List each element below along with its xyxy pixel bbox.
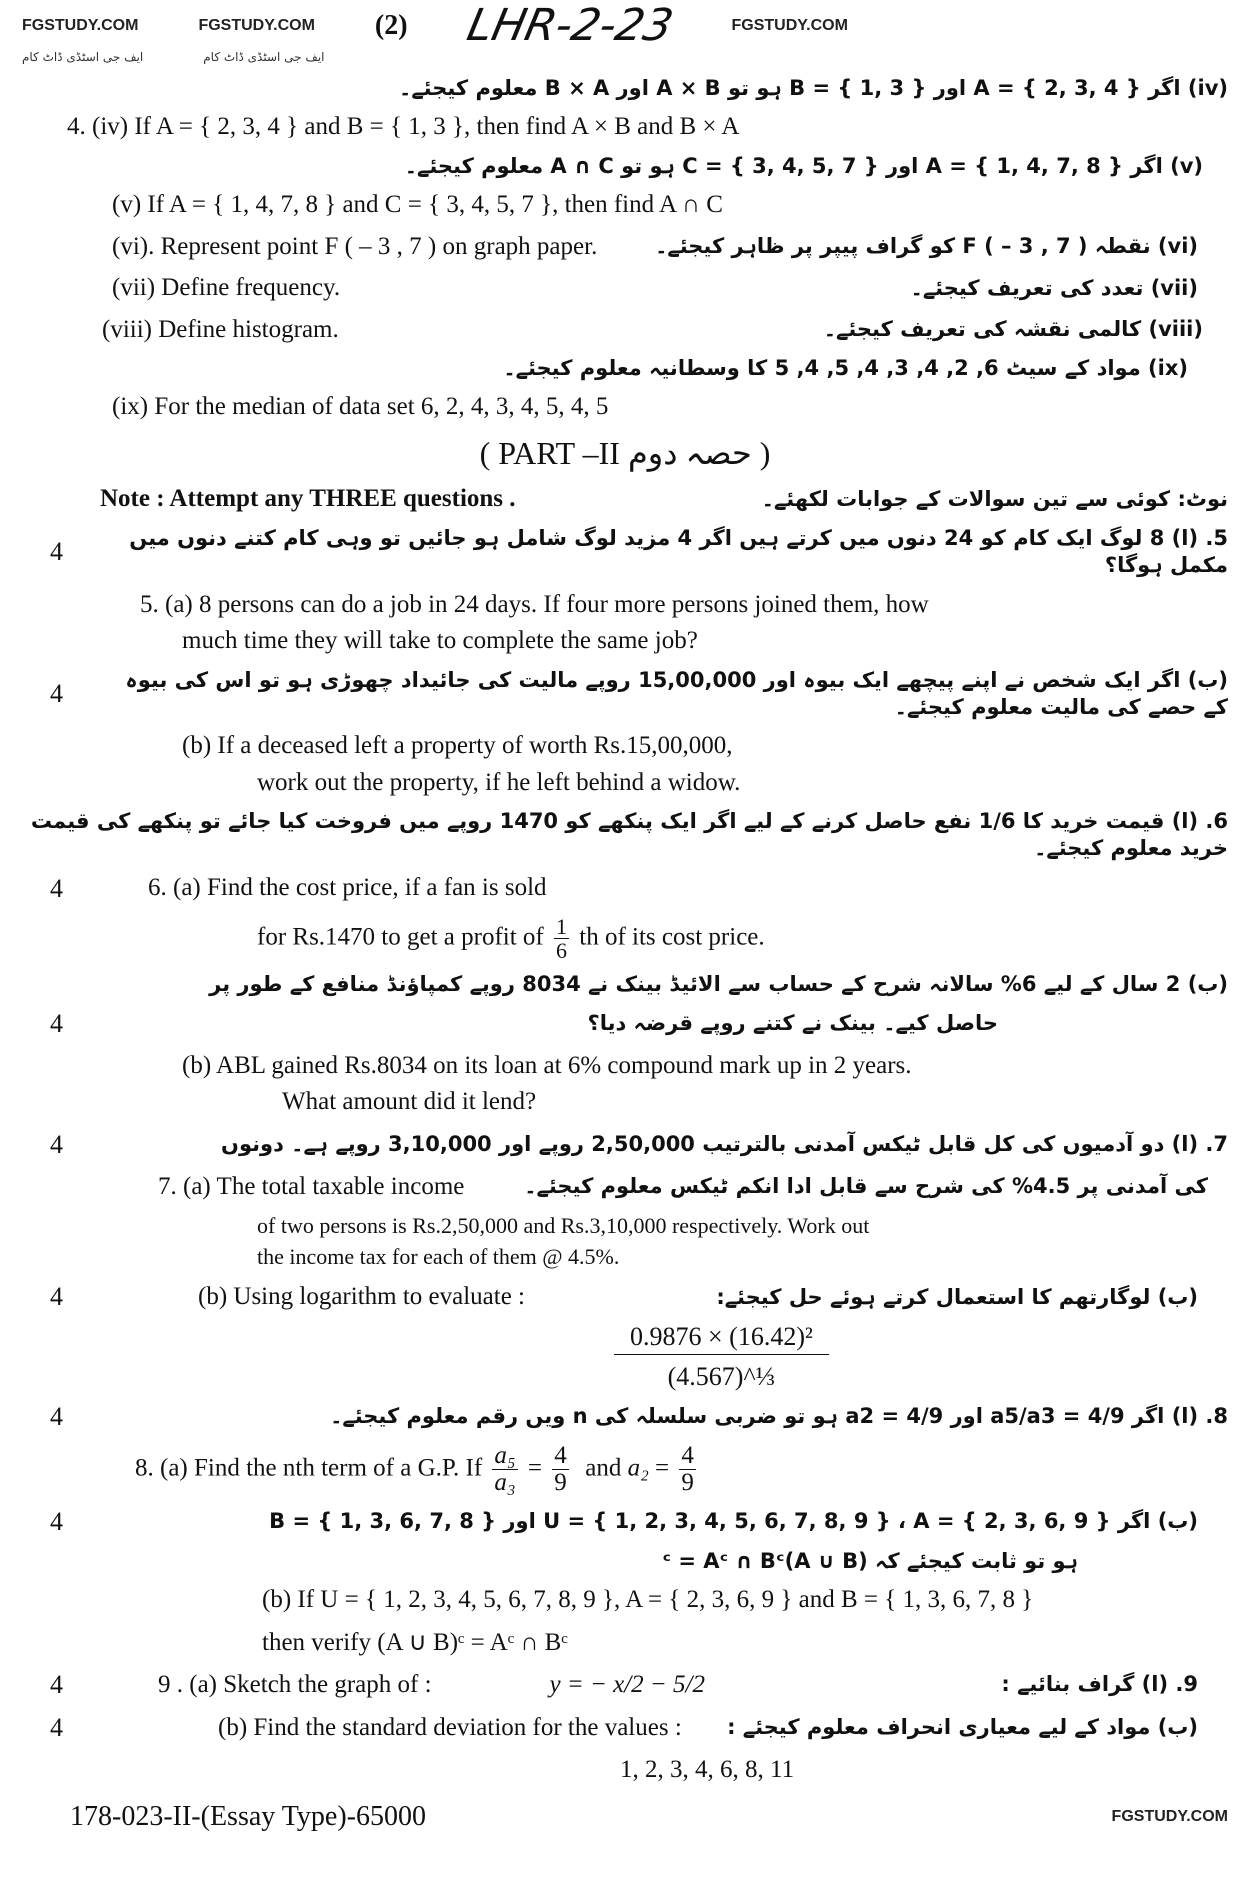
q6-b-english-block [22,1050,1228,1119]
q7-a-row-2 [22,1171,1228,1204]
q5-b-urdu-row [22,667,1228,722]
watermark: FGSTUDY.COM [731,16,848,34]
watermark: FGSTUDY.COM [1111,1807,1228,1825]
q8-b-urdu-1: (ب) اگر U = { 1, 2, 3, 4, 5, 6, 7, 8, 9 } ، A = { 2, 3, 6, 9 } اور B = { 1, 3, 6, 7, 8 } [269,1509,1198,1534]
numerator: 4 [681,1441,694,1469]
q9-a-english: 9 . (a) Sketch the graph of : [158,1670,432,1698]
q4-v-urdu-row [22,153,1228,180]
part-ii-heading: ( PART –II حصہ دوم ) [479,434,771,471]
q6-text: for Rs.1470 to get a profit of [257,922,544,950]
q6-b-urdu-2: حاصل کیے۔ بینک نے کتنے روپے قرضہ دیا؟ [587,1011,998,1036]
q4-v-english: (v) If A = { 1, 4, 7, 8 } and C = { 3, 4, 5, 7 }, then find A ∩ C [112,191,723,219]
watermark-urdu: ایف جی اسٹڈی ڈاٹ کام [203,50,325,65]
q6-b-english-1: (b) ABL gained Rs.8034 on its loan at 6% compound mark up in 2 years. [182,1051,912,1079]
q6-b-urdu-row-1 [22,971,1228,998]
numerator: a₅ [494,1441,516,1469]
q8-b-english-1: (b) If U = { 1, 2, 3, 4, 5, 6, 7, 8, 9 }, A = { 2, 3, 6, 9 } and B = { 1, 3, 6, 7, 8 } [262,1586,1034,1614]
watermark-row [22,50,1228,66]
q4-viii-row [22,314,1228,347]
q7-a-urdu-2: کی آمدنی پر 4.5% کی شرح سے قابل ادا انکم ٹیکس معلوم کیجئے۔ [524,1174,1208,1199]
q4-ix-english-row [22,391,1228,424]
a5-over-a3 [492,1443,517,1497]
q8-a-urdu: 8. (ا) اگر a5/a3 = 4/9 اور a2 = 4/9 ہو تو ضربی سلسلہ کی n ویں رقم معلوم کیجئے۔ [330,1403,1228,1428]
q7-a-urdu-1: 7. (ا) دو آدمیوں کی کل قابل ٹیکس آمدنی بالترتیب 2,50,000 روپے اور 3,10,000 روپے ہے۔ دونوں [221,1132,1228,1157]
q8-b-urdu-2: ہو تو ثابت کیجئے کہ (A ∪ B)ᶜ = Aᶜ ∩ Bᶜ [662,1548,1078,1573]
q4-v-urdu: (v) اگر A = { 1, 4, 7, 8 } اور C = { 3, 4, 5, 7 } ہو تو A ∩ C معلوم کیجئے۔ [404,153,1203,178]
q5-a-english-2: much time they will take to complete the same job? [182,627,698,655]
marks: 4 [50,1507,63,1536]
marks: 4 [50,678,63,708]
q9-values-row [22,1754,1228,1787]
q5-a-urdu: 5. (ا) 8 لوگ ایک کام کو 24 دنوں میں کرتے ہیں اگر 4 مزید لوگ شامل ہو جائیں تو وہی کام کتنے دنوں میں مکمل ہوگا؟ [129,525,1228,578]
q7-b-row [22,1280,1228,1314]
denominator: 9 [554,1468,567,1496]
q6-a-english-1: 6. (a) Find the cost price, if a fan is sold [148,874,547,902]
denominator: a₃ [494,1468,516,1496]
marks: 4 [50,1712,63,1742]
q7-b-urdu: (ب) لوگارتھم کا استعمال کرتے ہوئے حل کیجئے: [716,1284,1198,1309]
q7-log-expression [22,1323,1228,1391]
marks: 4 [50,873,63,903]
q4-viii-english: (viii) Define histogram. [102,315,339,343]
marks: 4 [50,1129,63,1159]
q8-a-english: 8. (a) Find the nth term of a G.P. If $\frac{\text{a₅}}{\text{a₃}}$ = $\frac{4}{9}$ and a₂ = $\frac{4}{9}$ [135,1441,694,1496]
paper-code-footer: 178-023-II-(Essay Type)-65000 [70,1801,426,1833]
q9-b-row [22,1711,1228,1745]
q4-iv-english-row [22,111,1228,144]
q4-v-english-row [22,189,1228,222]
marks: 4 [50,1401,63,1431]
q5-a-english-block [22,589,1228,658]
numerator: 1 [556,913,568,939]
q6-b-english-2: What amount did it lend? [282,1088,537,1116]
q7-a-english-block [22,1212,1228,1271]
q6-a-english-2 [22,915,765,962]
q4-iv-urdu: (iv) اگر A = { 2, 3, 4 } اور B = { 1, 3 } ہو تو A × B اور B × A معلوم کیجئے۔ [399,75,1228,100]
fraction-one-sixth [554,915,569,962]
q8-text: 8. (a) Find the nth term of a G.P. If [135,1453,483,1481]
marks: 4 [50,1009,63,1039]
q7-a-english-2: of two persons is Rs.2,50,000 and Rs.3,10,000 respectively. Work out [257,1213,870,1239]
q6-a-english-row-1 [22,872,1228,906]
q5-a-urdu-row [22,525,1228,580]
log-fraction [614,1323,829,1391]
marks: 4 [50,1282,63,1312]
q4-vi-urdu: (vi) نقطہ F ( – 3 , 7 ) کو گراف پیپر پر ظاہر کیجئے۔ [655,234,1198,259]
numerator: 4 [554,1441,567,1469]
footer-row [22,1799,1228,1835]
q6-a-english-row-2 [22,915,1228,962]
q6-b-urdu-row-2 [22,1007,1228,1041]
q4-vi-row [22,231,1228,264]
handwritten-code: LHR-2-23 [462,0,678,51]
q4-viii-urdu: (viii) کالمی نقشہ کی تعریف کیجئے۔ [823,317,1203,342]
q4-iv-urdu-row [22,75,1228,102]
q4-ix-english: (ix) For the median of data set 6, 2, 4, 3, 4, 5, 4, 5 [112,393,609,421]
q4-ix-urdu-row [22,355,1228,382]
q6-a-urdu: 6. (ا) قیمت خرید کا 1/6 نفع حاصل کرنے کے لیے اگر ایک پنکھے کو 1470 روپے میں فروخت کیا جائے تو پنکھے کی قیمت خرید معلوم کیجئے۔ [30,809,1228,861]
q4-vii-row [22,272,1228,305]
q9-b-urdu: (ب) مواد کے لیے معیاری انحراف معلوم کیجئے : [727,1715,1198,1740]
q6-b-urdu-1: (ب) 2 سال کے لیے 6% سالانہ شرح کے حساب سے الائیڈ بینک نے 8034 روپے کمپاؤنڈ منافع کے طور پر [209,971,1228,996]
q5-b-urdu: (ب) اگر ایک شخص نے اپنے پیچھے ایک بیوہ اور 15,00,000 روپے مالیت کی جائیداد چھوڑی ہو تو اس کی بیوہ کے حصے کی مالیت معلوم کیجئے۔ [125,667,1228,719]
q8-a-urdu-row [22,1400,1228,1434]
q4-iv-english: 4. (iv) If A = { 2, 3, 4 } and B = { 1, 3 }, then find A × B and B × A [67,113,740,141]
marks: 4 [50,1670,63,1700]
watermark-urdu: ایف جی اسٹڈی ڈاٹ کام [22,50,144,65]
q6-text: th of its cost price. [579,922,765,950]
four-ninths [552,1443,569,1497]
q9-a-urdu: 9. (ا) گراف بنائیے : [1001,1672,1198,1697]
q9-a-row [22,1668,1228,1702]
q6-a-urdu-row [22,808,1228,863]
q4-vii-english: (vii) Define frequency. [112,274,341,302]
page-number: (2) [374,10,408,41]
q8-b-urdu-row-1 [22,1505,1228,1539]
q7-b-english: (b) Using logarithm to evaluate : [198,1282,526,1310]
note-english: Note : Attempt any THREE questions . [100,485,516,513]
q8-b-english-block [22,1584,1228,1659]
q4-vii-urdu: (vii) تعدد کی تعریف کیجئے۔ [910,275,1198,300]
marks: 4 [50,537,63,567]
q8-b-urdu-row-2 [22,1548,1228,1575]
q4-ix-urdu: (ix) مواد کے سیٹ 6, 2, 4, 3, 4, 5, 4, 5 کا وسطانیہ معلوم کیجئے۔ [503,356,1188,381]
q5-b-english-1: (b) If a deceased left a property of worth Rs.15,00,000, [182,732,733,760]
q9-b-english: (b) Find the standard deviation for the values : [218,1713,682,1741]
q5-b-english-2: work out the property, if he left behind a widow. [257,768,741,796]
part-ii-row [22,433,1228,475]
note-row [22,483,1228,516]
q8-text: and [585,1453,622,1481]
q9-b-values: 1, 2, 3, 4, 6, 8, 11 [620,1755,795,1783]
watermark: FGSTUDY.COM [22,16,139,34]
denominator: 6 [556,937,568,963]
q8-b-english-2: then verify (A ∪ B)ᶜ = Aᶜ ∩ Bᶜ [262,1628,568,1656]
header-row [22,2,1228,50]
watermark: FGSTUDY.COM [198,16,315,34]
four-ninths [679,1443,696,1497]
a2: a₂ [627,1453,649,1481]
numerator: 0.9876 × (16.42)² [614,1323,829,1355]
q7-a-urdu-row-1 [22,1128,1228,1162]
q5-a-english-1: 5. (a) 8 persons can do a job in 24 days. If four more persons joined them, how [140,590,929,618]
denominator: 9 [681,1468,694,1496]
q5-b-english-block [22,730,1228,799]
q4-vi-english: (vi). Represent point F ( – 3 , 7 ) on graph paper. [112,232,598,260]
q9-a-equation: y = − x/2 − 5/2 [549,1670,705,1698]
denominator: (4.567)^⅓ [667,1362,776,1392]
q7-a-english-3: the income tax for each of them @ 4.5%. [257,1243,620,1269]
q8-a-english-row [22,1443,1228,1497]
q7-a-english-1: 7. (a) The total taxable income [158,1172,465,1200]
note-urdu: نوٹ: کوئی سے تین سوالات کے جوابات لکھئے۔ [761,487,1228,512]
